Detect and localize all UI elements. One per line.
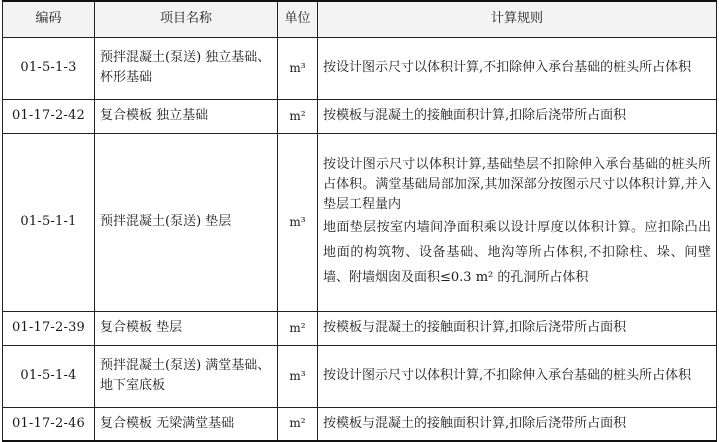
table-row <box>3 133 717 311</box>
row-code: 01-5-1-3 <box>3 37 95 99</box>
row-code: 01-5-1-1 <box>3 133 95 311</box>
row-code: 01-5-1-4 <box>3 345 95 407</box>
row-name: 复合模板 垫层 <box>95 311 278 345</box>
row-rule-text: 按模板与混凝土的接触面积计算,扣除后浇带所占面积 <box>323 320 627 335</box>
table-row <box>3 407 717 441</box>
table-body <box>3 37 717 441</box>
row-unit-text: m² <box>289 320 306 335</box>
row-unit <box>278 407 318 441</box>
row-unit <box>278 37 318 99</box>
row-code: 01-17-2-39 <box>3 311 95 345</box>
row-code: 01-17-2-46 <box>3 407 95 441</box>
row-rule-text: 按模板与混凝土的接触面积计算,扣除后浇带所占面积 <box>323 108 627 123</box>
header-rule: 计算规则 <box>318 1 717 37</box>
row-unit-text: m² <box>289 416 306 431</box>
table-row <box>3 345 717 407</box>
header-unit: 单位 <box>278 1 318 37</box>
header-code: 编码 <box>3 1 95 37</box>
table-row <box>3 37 717 99</box>
row-name: 预拌混凝土(泵送) 垫层 <box>95 133 278 311</box>
calculation-rules-table <box>2 0 717 442</box>
row-unit-text: m² <box>289 108 306 123</box>
row-name: 预拌混凝土(泵送) 满堂基础、地下室底板 <box>95 345 278 407</box>
row-rule-text: 按设计图示尺寸以体积计算,不扣除伸入承台基础的桩头所占体积 <box>323 60 692 75</box>
header-name: 项目名称 <box>95 1 278 37</box>
row-unit-text: m³ <box>289 214 306 229</box>
row-rule <box>318 133 717 311</box>
row-unit <box>278 99 318 133</box>
header-row <box>3 1 717 37</box>
table-header <box>3 1 717 37</box>
row-rule-text: 按模板与混凝土的接触面积计算,扣除后浇带所占面积 <box>323 415 627 431</box>
row-unit-text: m³ <box>289 60 306 75</box>
row-unit-text: m³ <box>289 368 306 383</box>
row-rule-text: 按设计图示尺寸以体积计算,基础垫层不扣除伸入承台基础的桩头所占体积。满堂基础局部加深,其加深部分按图示尺寸以体积计算,并入垫层工程量内 <box>323 156 711 212</box>
row-rule <box>318 99 717 133</box>
row-unit <box>278 345 318 407</box>
row-rule <box>318 407 717 441</box>
row-rule <box>318 345 717 407</box>
table-row <box>3 311 717 345</box>
row-rule <box>318 37 717 99</box>
row-name: 复合模板 无梁满堂基础 <box>95 407 278 441</box>
row-rule-note: 地面垫层按室内墙间净面积乘以设计厚度以体积计算。应扣除凸出地面的构筑物、设备基础、地沟等所占体积,不扣除柱、垛、间壁墙、附墙烟囱及面积≤0.3 m² 的孔洞所占体积 <box>323 219 711 285</box>
row-rule-text: 按设计图示尺寸以体积计算,不扣除伸入承台基础的桩头所占体积 <box>323 368 692 383</box>
row-name: 复合模板 独立基础 <box>95 99 278 133</box>
row-code: 01-17-2-42 <box>3 99 95 133</box>
row-unit <box>278 133 318 311</box>
row-name: 预拌混凝土(泵送) 独立基础、杯形基础 <box>95 37 278 99</box>
row-unit <box>278 311 318 345</box>
row-rule <box>318 311 717 345</box>
table-row <box>3 99 717 133</box>
